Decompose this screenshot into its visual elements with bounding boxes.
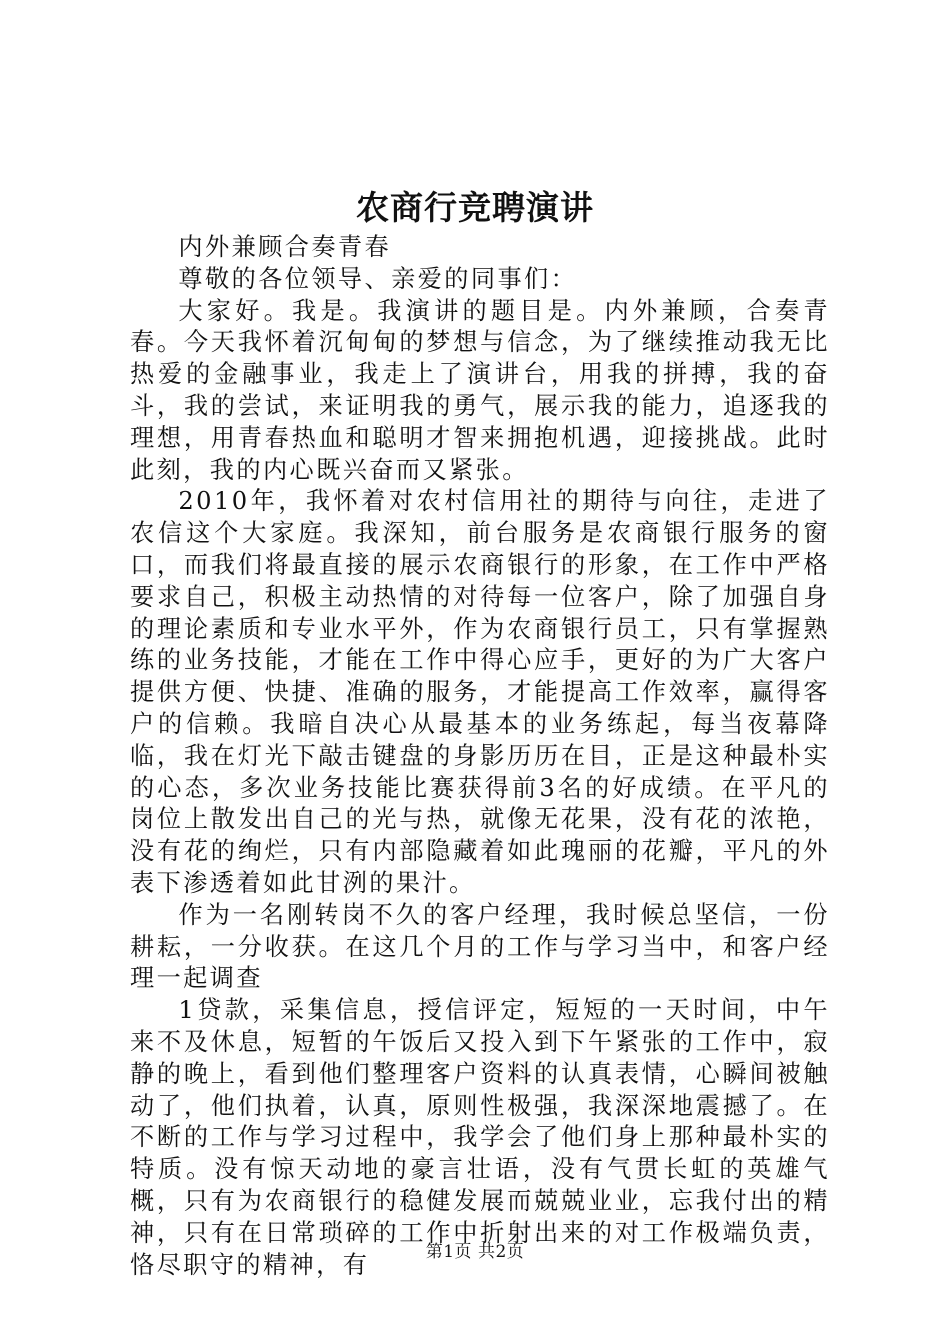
page-number-footer: 第1页 共2页 bbox=[425, 1242, 525, 1262]
paragraph-salutation: 尊敬的各位领导、亲爱的同事们： bbox=[178, 264, 578, 293]
paragraph-2010: 2010年，我怀着对农村信用社的期待与向往，走进了农信这个大家庭。我深知，前台服务是农商银行服务的窗口，而我们将最直接的展示农商银行的形象，在工作中严格要求自己，积极主动热情的对待每一位客户，除了加强自身的理论素质和专业水平外，作为农商银行员工，只有掌握熟练的业务技能，才能在工作中得心应手，更好的为广大客户提供方便、快捷、准确的服务，才能提高工作效率，赢得客户的信赖。我暗自决心从最基本的业务练起，每当夜幕降临，我在灯光下敲击键盘的身影历历在目，正是这种最朴实的心态，多次业务技能比赛获得前3名的好成绩。在平凡的岗位上散发出自己的光与热，就像无花果，没有花的浓艳，没有花的绚烂，只有内部隐藏着如此瑰丽的花瓣，平凡的外表下渗透着如此甘洌的果汁。 bbox=[130, 487, 830, 897]
document-body bbox=[130, 232, 830, 1281]
paragraph-customer-manager: 作为一名刚转岗不久的客户经理，我时候总坚信，一份耕耘，一分收获。在这几个月的工作与学习当中，和客户经理一起调查 bbox=[130, 900, 830, 993]
paragraph-subtitle: 内外兼顾合奏青春 bbox=[178, 233, 392, 261]
document-title: 农商行竞聘演讲 bbox=[356, 188, 594, 227]
paragraph-loan: 1贷款，采集信息，授信评定，短短的一天时间，中午来不及休息，短暂的午饭后又投入到下午紧张的工作中，寂静的晚上，看到他们整理客户资料的认真表情，心瞬间被触动了，他们执着，认真，原则性极强，我深深地震撼了。在不断的工作与学习过程中，我学会了他们身上那种最朴实的特质。没有惊天动地的豪言壮语，没有气贯长虹的英雄气概，只有为农商银行的稳健发展而兢兢业业，忘我付出的精神，只有在日常琐碎的工作中折射出来的对工作极端负责，恪尽职守的精神，有 bbox=[130, 996, 830, 1279]
paragraph-opening: 大家好。我是。我演讲的题目是。内外兼顾，合奏青春。今天我怀着沉甸甸的梦想与信念，为了继续推动我无比热爱的金融事业，我走上了演讲台，用我的拼搏，我的奋斗，我的尝试，来证明我的勇气，展示我的能力，追逐我的理想，用青春热血和聪明才智来拥抱机遇，迎接挑战。此时此刻，我的内心既兴奋而又紧张。 bbox=[130, 296, 830, 484]
